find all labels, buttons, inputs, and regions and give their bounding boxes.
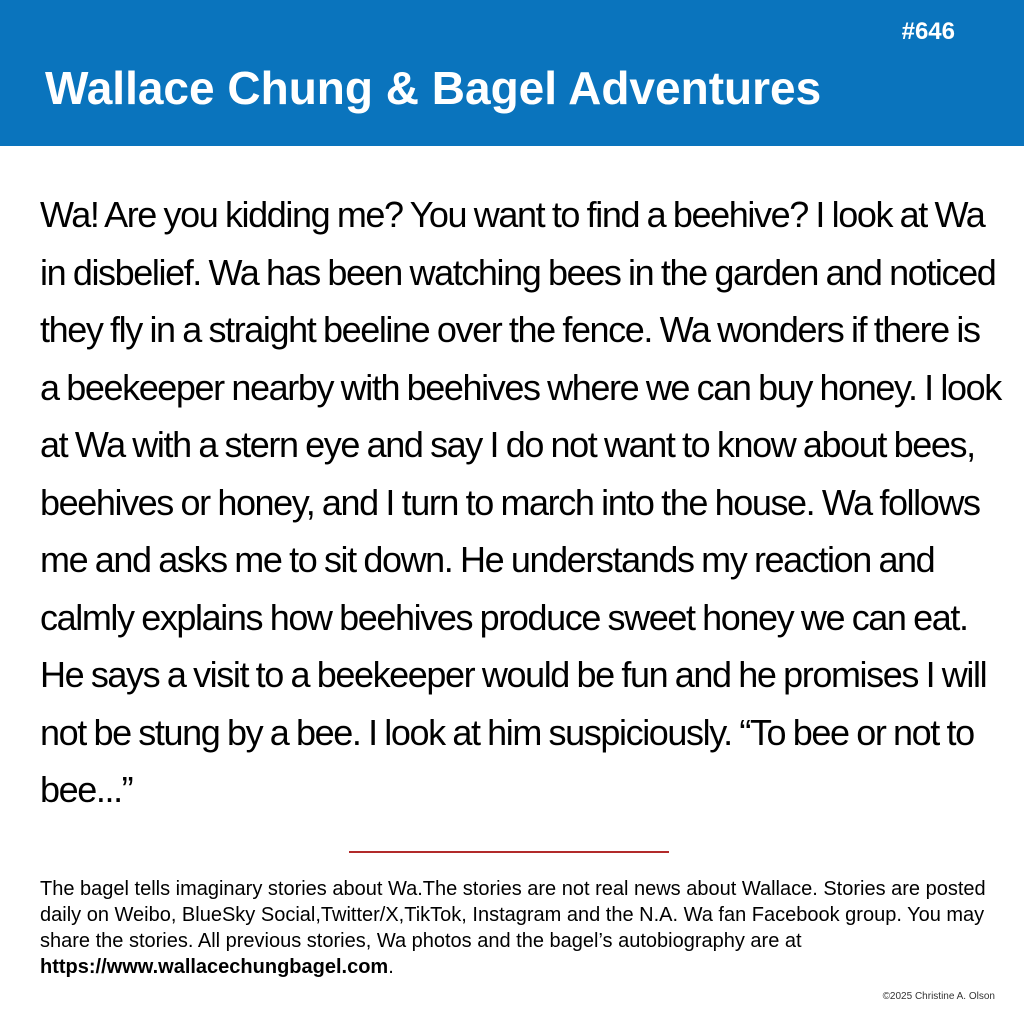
footer-end: . (388, 956, 394, 978)
copyright-notice: ©2025 Christine A. Olson (882, 991, 995, 1002)
divider-line (349, 851, 669, 853)
issue-number: #646 (901, 18, 955, 45)
header-banner (0, 0, 1024, 146)
website-link[interactable]: https://www.wallacechungbagel.com (40, 956, 389, 978)
page-title: Wallace Chung & Bagel Adventures (45, 62, 822, 114)
footer-text: The bagel tells imaginary stories about Wa.The stories are not real news about Wallace. Stories are posted daily on Weibo, BlueSky Social,Twitter/X,TikTok, Instagram and the N.A. Wa fan Facebook group. You may share the stories. All previous stories, Wa photos and the bagel’s autobiography are at (40, 878, 986, 952)
story-text: Wa! Are you kidding me? You want to find a beehive? I look at Wa in disbelief. Wa has been watching bees in the garden and noticed they fly in a straight beeline over the fence. Wa wonders if there is a beekeeper nearby with beehives where we can buy honey. I look at Wa with a stern eye and say I do not want to know about bees, beehives or honey, and I turn to march into the house. Wa follows me and asks me to sit down. He understands my reaction and calmly explains how beehives produce sweet honey we can eat. He says a visit to a beekeeper would be fun and he promises I will not be stung by a bee. I look at him suspiciously. “To bee or not to bee...” (40, 194, 1001, 810)
footer-note (40, 876, 1000, 980)
